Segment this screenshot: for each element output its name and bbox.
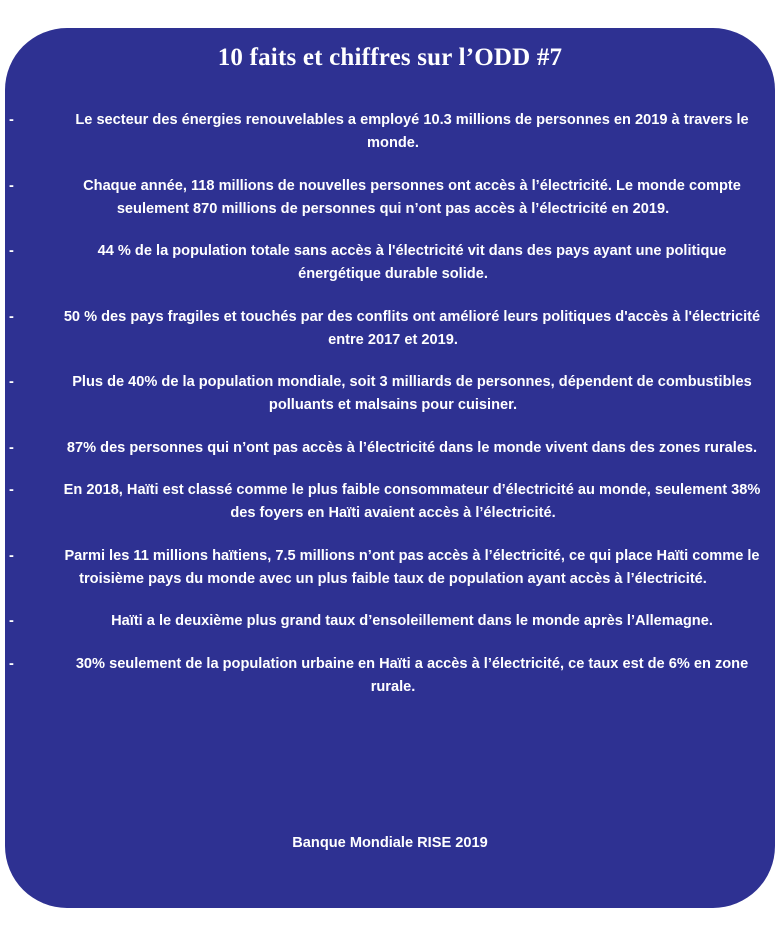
fact-text: 87% des personnes qui n’ont pas accès à l’électricité dans le monde vivent dans des zones rurales. — [66, 439, 758, 456]
fact-text: Le secteur des énergies renouvelables a employé 10.3 millions de personnes en 2019 à travers le monde. — [75, 112, 749, 151]
bullet-dash: - — [9, 374, 14, 390]
fact-text: Parmi les 11 millions haïtiens, 7.5 millions n’ont pas accès à l’électricité, ce qui place Haïti comme le troisième pays du monde avec un plus faible taux de population ayant accès à l’électricité. — [64, 547, 760, 587]
bullet-dash: - — [9, 613, 14, 629]
fact-text: 30% seulement de la population urbaine en Haïti a accès à l’électricité, ce taux est de 6% en zone rurale. — [75, 655, 749, 695]
fact-item — [5, 240, 775, 286]
bullet-dash: - — [9, 547, 14, 564]
fact-item — [5, 371, 775, 417]
fact-item — [5, 653, 775, 699]
facts-card — [5, 28, 775, 908]
bullet-dash: - — [9, 439, 14, 456]
fact-text: Chaque année, 118 millions de nouvelles personnes ont accès à l’électricité. Le monde compte seulement 870 millions de personnes qui n’ont pas accès à l’électricité en 2019. — [83, 177, 741, 217]
fact-item — [5, 545, 775, 591]
bullet-dash: - — [9, 177, 14, 194]
bullet-dash: - — [9, 655, 14, 672]
fact-text: 50 % des pays fragiles et touchés par des conflits ont amélioré leurs politiques d'accès à l'électricité entre 2017 et 2019. — [63, 308, 761, 348]
fact-text: En 2018, Haïti est classé comme le plus faible consommateur d’électricité au monde, seulement 38% des foyers en Haïti avaient accès à l’électricité. — [63, 482, 761, 521]
fact-item — [5, 610, 775, 633]
bullet-dash: - — [9, 243, 14, 259]
fact-item — [5, 437, 775, 460]
fact-text: 44 % de la population totale sans accès à l'électricité vit dans des pays ayant une politique énergétique durable solide. — [97, 243, 727, 282]
fact-item — [5, 109, 775, 155]
card-title: 10 faits et chiffres sur l’ODD #7 — [217, 44, 563, 71]
fact-item — [5, 306, 775, 352]
fact-item — [5, 175, 775, 221]
fact-text: Haïti a le deuxième plus grand taux d’ensoleillement dans le monde après l’Allemagne. — [111, 613, 713, 629]
fact-item — [5, 479, 775, 525]
bullet-dash: - — [9, 482, 14, 498]
bullet-dash: - — [9, 308, 14, 325]
source-citation: Banque Mondiale RISE 2019 — [292, 835, 488, 851]
facts-list — [5, 109, 775, 718]
bullet-dash: - — [9, 112, 14, 128]
fact-text: Plus de 40% de la population mondiale, soit 3 milliards de personnes, dépendent de combustibles polluants et malsains pour cuisiner. — [72, 374, 752, 413]
